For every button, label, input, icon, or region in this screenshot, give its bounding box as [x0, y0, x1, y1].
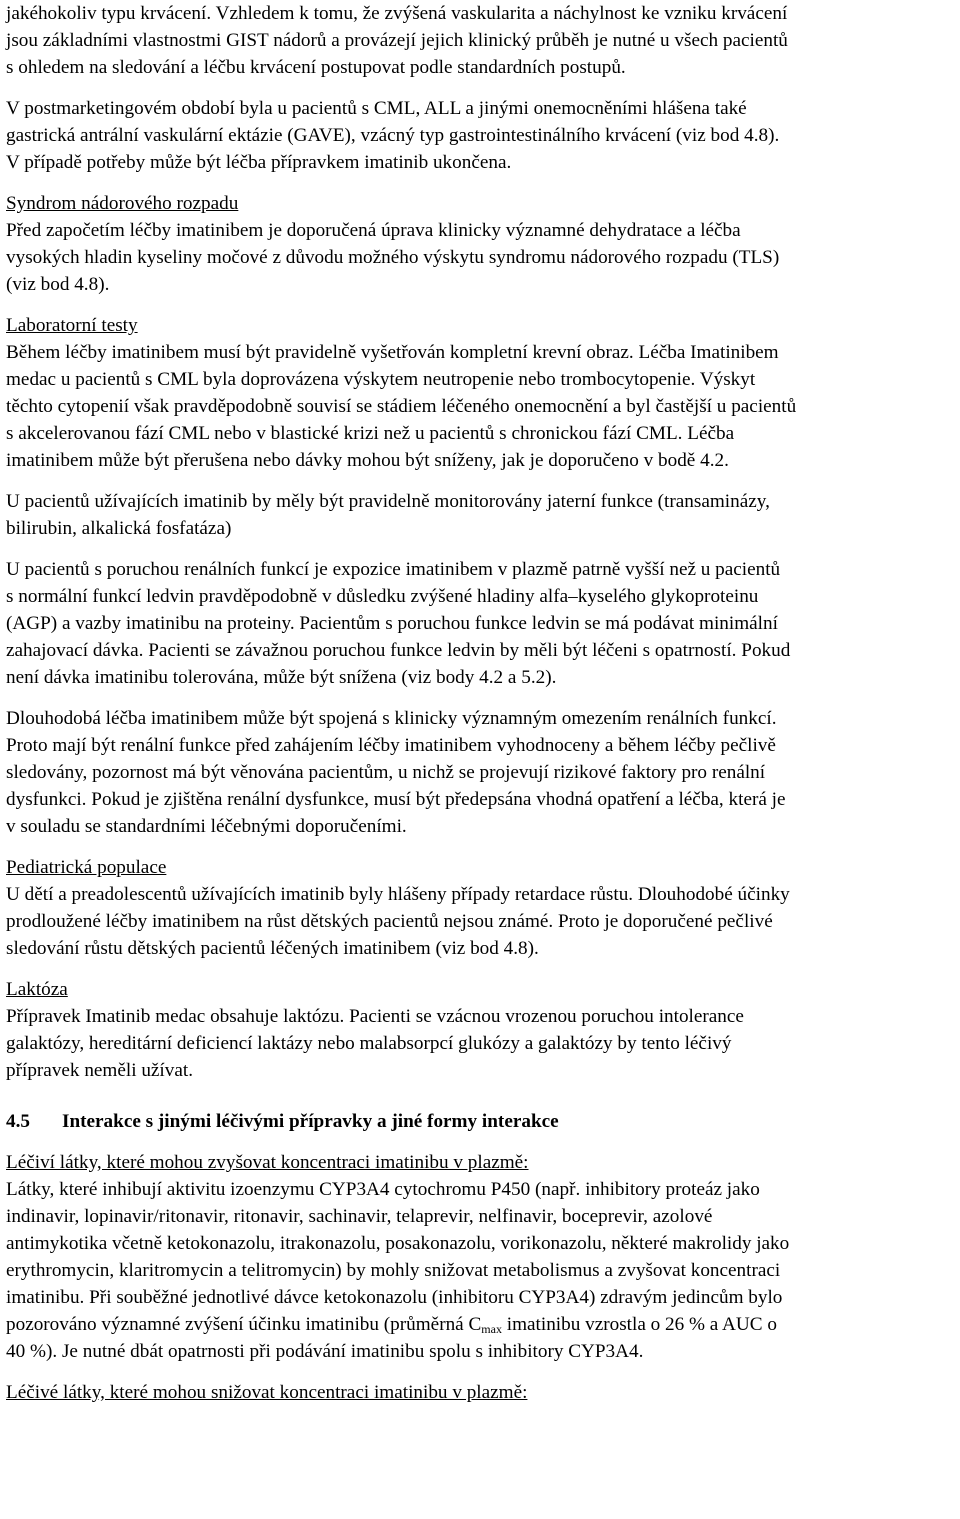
text-line: U pacientů s poruchou renálních funkcí je expozice imatinibem v plazmě patrně vyšší než u pacientů	[6, 559, 781, 580]
tls-heading: Syndrom nádorového rozpadu	[6, 193, 239, 214]
text-line: antimykotika včetně ketokonazolu, itrakonazolu, posakonazolu, vorikonazolu, některé makrolidy jako	[6, 1233, 790, 1254]
text-line: erythromycin, klaritromycin a telitromycin) by mohly snižovat metabolismus a zvyšovat koncentraci	[6, 1260, 781, 1281]
section-number: 4.5	[6, 1111, 30, 1132]
text-line: medac u pacientů s CML byla doprovázena výskytem neutropenie nebo trombocytopenie. Výskyt	[6, 369, 756, 390]
text-line: V postmarketingovém období byla u pacientů s CML, ALL a jinými onemocněními hlášena také	[6, 98, 747, 119]
text-line: Během léčby imatinibem musí být pravidelně vyšetřován kompletní krevní obraz. Léčba Imatinibem	[6, 342, 779, 363]
text-line: galaktózy, hereditární deficiencí laktázy nebo malabsorpcí glukózy a galaktózy by tento léčivý	[6, 1033, 732, 1054]
text-line: jakéhokoliv typu krvácení. Vzhledem k tomu, že zvýšená vaskularita a náchylnost ke vzniku krvácení	[6, 3, 788, 24]
text-line: Před započetím léčby imatinibem je doporučená úprava klinicky významné dehydratace a léčba	[6, 220, 741, 241]
text-line: Přípravek Imatinib medac obsahuje laktózu. Pacienti se vzácnou vrozenou poruchou intolerance	[6, 1006, 744, 1027]
cmax-after: imatinibu vzrostla o 26 % a AUC o	[501, 1314, 777, 1335]
cmax-subscript: max	[481, 1322, 502, 1336]
liver-paragraph	[6, 488, 954, 542]
text-line: dysfunkci. Pokud je zjištěna renální dysfunkce, musí být předepsána vhodná opatření a léčba, která je	[6, 789, 786, 810]
section-title: Interakce s jinými léčivými přípravky a jiné formy interakce	[62, 1111, 559, 1132]
text-line: zahajovací dávka. Pacienti se závažnou poruchou funkce ledvin by měli být léčeni s opatrností. Pokud	[6, 640, 791, 661]
text-line: s akcelerovanou fází CML nebo v blastické krizi než u pacientů s chronickou fází CML. Léčba	[6, 423, 735, 444]
text-line: sledování růstu dětských pacientů léčených imatinibem (viz bod 4.8).	[6, 938, 539, 959]
text-line: prodloužené léčby imatinibem na růst dětských pacientů nejsou známé. Proto je doporučené pečlivé	[6, 911, 773, 932]
cmax-line	[6, 1311, 954, 1338]
text-line: V případě potřeby může být léčba přípravkem imatinib ukončena.	[6, 152, 512, 173]
text-line: 40 %). Je nutné dbát opatrnosti při podávání imatinibu spolu s inhibitory CYP3A4.	[6, 1341, 644, 1362]
text-line: Proto mají být renální funkce před zahájením léčby imatinibem vyhodnoceny a během léčby pečlivě	[6, 735, 776, 756]
text-line: není dávka imatinibu tolerována, může být snížena (viz body 4.2 a 5.2).	[6, 667, 557, 688]
lactose-section	[6, 976, 954, 1084]
text-line: těchto cytopenií však pravděpodobně souvisí se stádiem léčeného onemocnění a byl častější u pacientů	[6, 396, 797, 417]
text-line: U dětí a preadolescentů užívajících imatinib byly hlášeny případy retardace růstu. Dlouhodobé účinky	[6, 884, 790, 905]
lab-tests-section	[6, 312, 954, 474]
text-line: přípravek neměli užívat.	[6, 1060, 194, 1081]
text-line: indinavir, lopinavir/ritonavir, ritonavir, sachinavir, telaprevir, nelfinavir, boceprevir, azolové	[6, 1206, 713, 1227]
text-line: U pacientů užívajících imatinib by měly být pravidelně monitorovány jaterní funkce (transaminázy,	[6, 491, 770, 512]
pediatric-heading: Pediatrická populace	[6, 857, 167, 878]
increase-section	[6, 1149, 954, 1365]
renal-paragraph-1	[6, 556, 954, 691]
text-line: Dlouhodobá léčba imatinibem může být spojená s klinicky významným omezením renálních funkcí.	[6, 708, 777, 729]
pediatric-section	[6, 854, 954, 962]
lab-tests-heading: Laboratorní testy	[6, 315, 138, 336]
text-line: imatinibem může být přerušena nebo dávky mohou být sníženy, jak je doporučeno v bodě 4.2.	[6, 450, 729, 471]
increase-heading: Léčiví látky, které mohou zvyšovat koncentraci imatinibu v plazmě:	[6, 1152, 529, 1173]
text-line: s ohledem na sledování a léčbu krvácení postupovat podle standardních postupů.	[6, 57, 626, 78]
tls-section	[6, 190, 954, 298]
text-line: jsou základními vlastnostmi GIST nádorů a provázejí jejich klinický průběh je nutné u všech pacientů	[6, 30, 788, 51]
section-heading	[6, 1108, 954, 1135]
text-line: s normální funkcí ledvin pravděpodobně v důsledku zvýšené hladiny alfa–kyselého glykoproteinu	[6, 586, 759, 607]
bleeding-paragraph	[6, 0, 954, 81]
text-line: vysokých hladin kyseliny močové z důvodu možného výskytu syndromu nádorového rozpadu (TLS)	[6, 247, 780, 268]
text-line: (AGP) a vazby imatinibu na proteiny. Pacientům s poruchou funkce ledvin se má podávat minimální	[6, 613, 778, 634]
decrease-heading: Léčivé látky, které mohou snižovat koncentraci imatinibu v plazmě:	[6, 1382, 528, 1403]
cmax-before: pozorováno významné zvýšení účinku imatinibu (průměrná C	[6, 1314, 482, 1335]
gave-paragraph	[6, 95, 954, 176]
renal-paragraph-2	[6, 705, 954, 840]
text-line: gastrická antrální vaskulární ektázie (GAVE), vzácný typ gastrointestinálního krvácení (viz bod 4.8).	[6, 125, 780, 146]
text-line: Látky, které inhibují aktivitu izoenzymu CYP3A4 cytochromu P450 (např. inhibitory proteáz jako	[6, 1179, 760, 1200]
text-line: sledovány, pozornost má být věnována pacientům, u nichž se projevují rizikové faktory pro renální	[6, 762, 766, 783]
text-line: v souladu se standardními léčebnými doporučeními.	[6, 816, 407, 837]
text-line: (viz bod 4.8).	[6, 274, 110, 295]
text-line: bilirubin, alkalická fosfatáza)	[6, 518, 232, 539]
lactose-heading: Laktóza	[6, 979, 68, 1000]
text-line: imatinibu. Při souběžné jednotlivé dávce ketokonazolu (inhibitoru CYP3A4) zdravým jedincům bylo	[6, 1287, 783, 1308]
